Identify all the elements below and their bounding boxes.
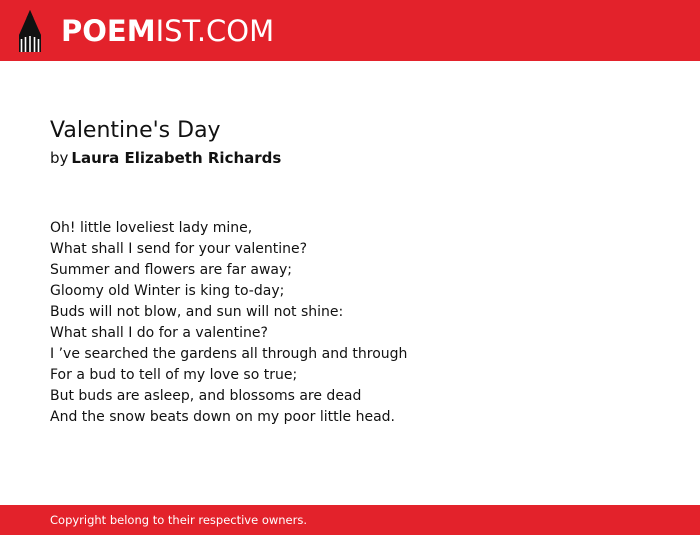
logo-light-part: IST.COM: [155, 13, 275, 48]
poem-body: [50, 218, 670, 428]
byline-prefix: by: [50, 149, 69, 167]
poem-line: Oh! little loveliest lady mine,: [50, 220, 253, 236]
poem-line: Buds will not blow, and sun will not shine:: [50, 304, 344, 320]
poem-header: [50, 116, 660, 170]
poem-title: Valentine's Day: [50, 118, 221, 143]
logo-bold-part: POEM: [61, 13, 156, 48]
site-logo-text: [61, 13, 275, 48]
author-link[interactable]: Laura Elizabeth Richards: [71, 149, 282, 167]
poem-line: For a bud to tell of my love so true;: [50, 367, 298, 383]
poem-line: I ’ve searched the gardens all through and through: [50, 346, 408, 362]
poem-line: Summer and flowers are far away;: [50, 262, 293, 278]
copyright-text: Copyright belong to their respective owners.: [50, 513, 308, 527]
site-footer: [0, 505, 700, 535]
poem-line: What shall I send for your valentine?: [50, 241, 308, 257]
byline: [50, 146, 660, 170]
poem-line: But buds are asleep, and blossoms are dead: [50, 388, 362, 404]
site-logo-link[interactable]: [16, 8, 274, 54]
poem-line: What shall I do for a valentine?: [50, 325, 268, 341]
pencil-icon: [16, 9, 44, 53]
poem-line: Gloomy old Winter is king to-day;: [50, 283, 285, 299]
poem-line: And the snow beats down on my poor little head.: [50, 409, 395, 425]
site-header: [0, 0, 700, 61]
